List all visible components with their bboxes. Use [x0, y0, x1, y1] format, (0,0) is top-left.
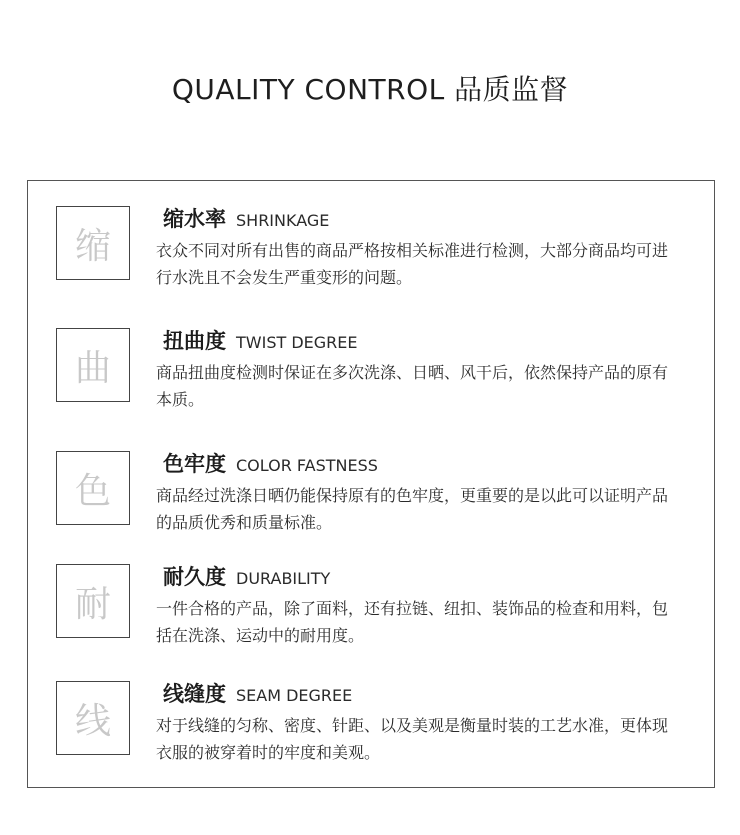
- item-heading: [163, 325, 358, 355]
- item-title-cn: 色牢度: [163, 452, 226, 476]
- item-title-cn: 线缝度: [163, 682, 226, 706]
- item-heading: [163, 203, 329, 233]
- item-description: 一件合格的产品，除了面料，还有拉链、纽扣、装饰品的检查和用料，包括在洗涤、运动中的耐用度。: [156, 599, 669, 645]
- item-icon-box: 线: [56, 681, 130, 755]
- quality-item-shrinkage: [28, 181, 714, 287]
- item-title-en: SEAM DEGREE: [236, 686, 353, 705]
- item-description: 商品经过洗涤日晒仍能保持原有的色牢度，更重要的是以此可以证明产品的品质优秀和质量标准。: [156, 486, 669, 532]
- item-title-en: SHRINKAGE: [236, 211, 330, 230]
- item-heading: [163, 448, 378, 478]
- item-heading: [163, 678, 352, 708]
- quality-item-color-fastness: [28, 426, 714, 532]
- quality-item-durability: [28, 539, 714, 645]
- item-title-cn: 缩水率: [163, 207, 226, 231]
- item-title-en: COLOR FASTNESS: [236, 456, 378, 475]
- quality-item-seam: [28, 656, 714, 762]
- item-title-en: DURABILITY: [236, 569, 331, 588]
- item-description: 对于线缝的匀称、密度、针距、以及美观是衡量时装的工艺水准，更体现衣服的被穿着时的牢度和美观。: [156, 716, 669, 762]
- page-title: QUALITY CONTROL 品质监督: [171, 73, 569, 106]
- item-description: 衣众不同对所有出售的商品严格按相关标准进行检测，大部分商品均可进行水洗且不会发生严重变形的问题。: [156, 241, 669, 287]
- item-title-cn: 耐久度: [163, 565, 226, 589]
- quality-item-twist: [28, 303, 714, 409]
- item-icon-box: 曲: [56, 328, 130, 402]
- item-icon-box: 色: [56, 451, 130, 525]
- item-title-en: TWIST DEGREE: [236, 333, 358, 352]
- item-title-cn: 扭曲度: [163, 329, 226, 353]
- item-description: 商品扭曲度检测时保证在多次洗涤、日晒、风干后，依然保持产品的原有本质。: [156, 363, 669, 409]
- item-icon-box: 耐: [56, 564, 130, 638]
- item-icon-box: 缩: [56, 206, 130, 280]
- item-heading: [163, 561, 330, 591]
- quality-panel: [27, 180, 715, 788]
